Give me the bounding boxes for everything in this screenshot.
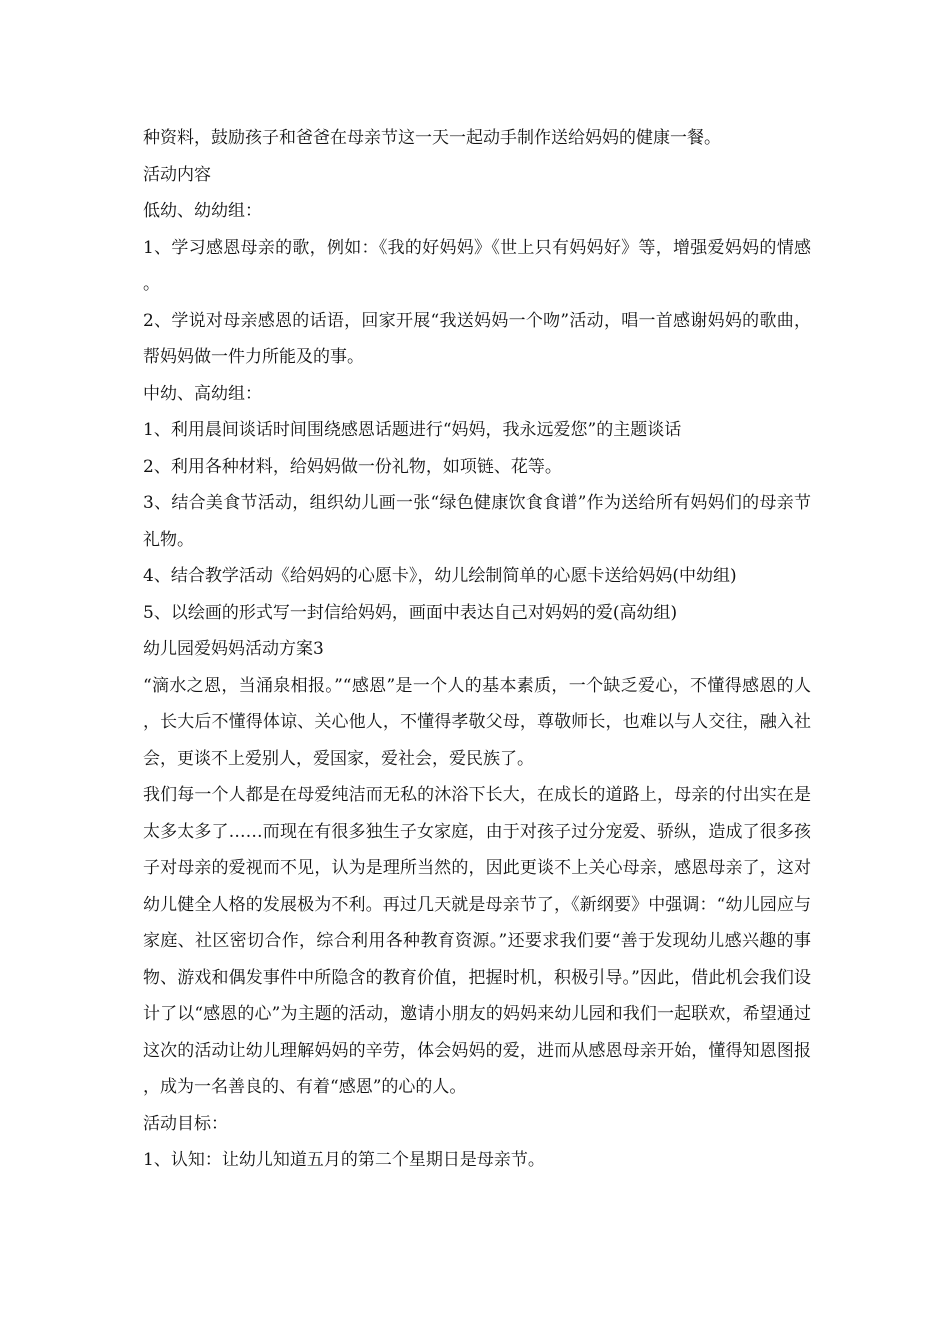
- list-item-goal-1: 1、认知：让幼儿知道五月的第二个星期日是母亲节。: [143, 1150, 545, 1170]
- plan-title: 幼儿园爱妈妈活动方案3: [143, 639, 324, 659]
- paragraph-background: 我们每一个人都是在母爱纯洁而无私的沐浴下长大，在成长的道路上，母亲的付出实在是太多太多了……而现在有很多独生子女家庭，由于对孩子过分宠爱、骄纵，造成了很多孩子对母亲的爱视而不见，认为是理所当然的，因此更谈不上关心母亲，感恩母亲了，这对幼儿健全人格的发展极为不利。再过几天就是母亲节了，《新纲要》中强调：“幼儿园应与家庭、社区密切合作，综合利用各种教育资源。”还要求我们要“善于发现幼儿感兴趣的事物、游戏和偶发事件中所隐含的教育价值，把握时机，积极引导。”因此，借此机会我们设计了以“感恩的心”为主题的活动，邀请小朋友的妈妈来幼儿园和我们一起联欢，希望通过这次的活动让幼儿理解妈妈的辛劳，体会妈妈的爱，进而从感恩母亲开始，懂得知恩图报，成为一名善良的、有着“感恩”的心的人。: [143, 785, 811, 1097]
- list-item-senior-5: 5、以绘画的形式写一封信给妈妈，画面中表达自己对妈妈的爱(高幼组): [143, 602, 678, 623]
- list-item-junior-1: 1、学习感恩母亲的歌，例如：《我的好妈妈》《世上只有妈妈好》等，增强爱妈妈的情感。: [143, 237, 811, 294]
- list-item-senior-3: 3、结合美食节活动，组织幼儿画一张“绿色健康饮食食谱”作为送给所有妈妈们的母亲节礼物。: [143, 493, 811, 550]
- list-item-senior-4: 4、结合教学活动《给妈妈的心愿卡》，幼儿绘制简单的心愿卡送给妈妈(中幼组): [143, 566, 737, 586]
- section-heading-activity-content: 活动内容: [143, 164, 211, 185]
- list-item-junior-2: 2、学说对母亲感恩的话语，回家开展“我送妈妈一个吻”活动，唱一首感谢妈妈的歌曲，帮妈妈做一件力所能及的事。: [143, 310, 811, 367]
- list-item-senior-1: 1、利用晨间谈话时间围绕感恩话题进行“妈妈，我永远爱您”的主题谈话: [143, 420, 682, 440]
- paragraph-intro: “滴水之恩，当涌泉相报。”“感恩”是一个人的基本素质，一个缺乏爱心，不懂得感恩的人，长大后不懂得体谅、关心他人，不懂得孝敬父母，尊敬师长，也难以与人交往，融入社会，更谈不上爱别人，爱国家，爱社会，爱民族了。: [143, 675, 811, 769]
- list-item-senior-2: 2、利用各种材料，给妈妈做一份礼物，如项链、花等。: [143, 456, 562, 477]
- document-body: [143, 120, 811, 1179]
- group-heading-senior: 中幼、高幼组：: [143, 383, 262, 404]
- paragraph-1: 种资料，鼓励孩子和爸爸在母亲节这一天一起动手制作送给妈妈的健康一餐。: [143, 128, 721, 148]
- group-heading-junior: 低幼、幼幼组：: [143, 201, 262, 221]
- section-heading-goals: 活动目标：: [143, 1113, 228, 1134]
